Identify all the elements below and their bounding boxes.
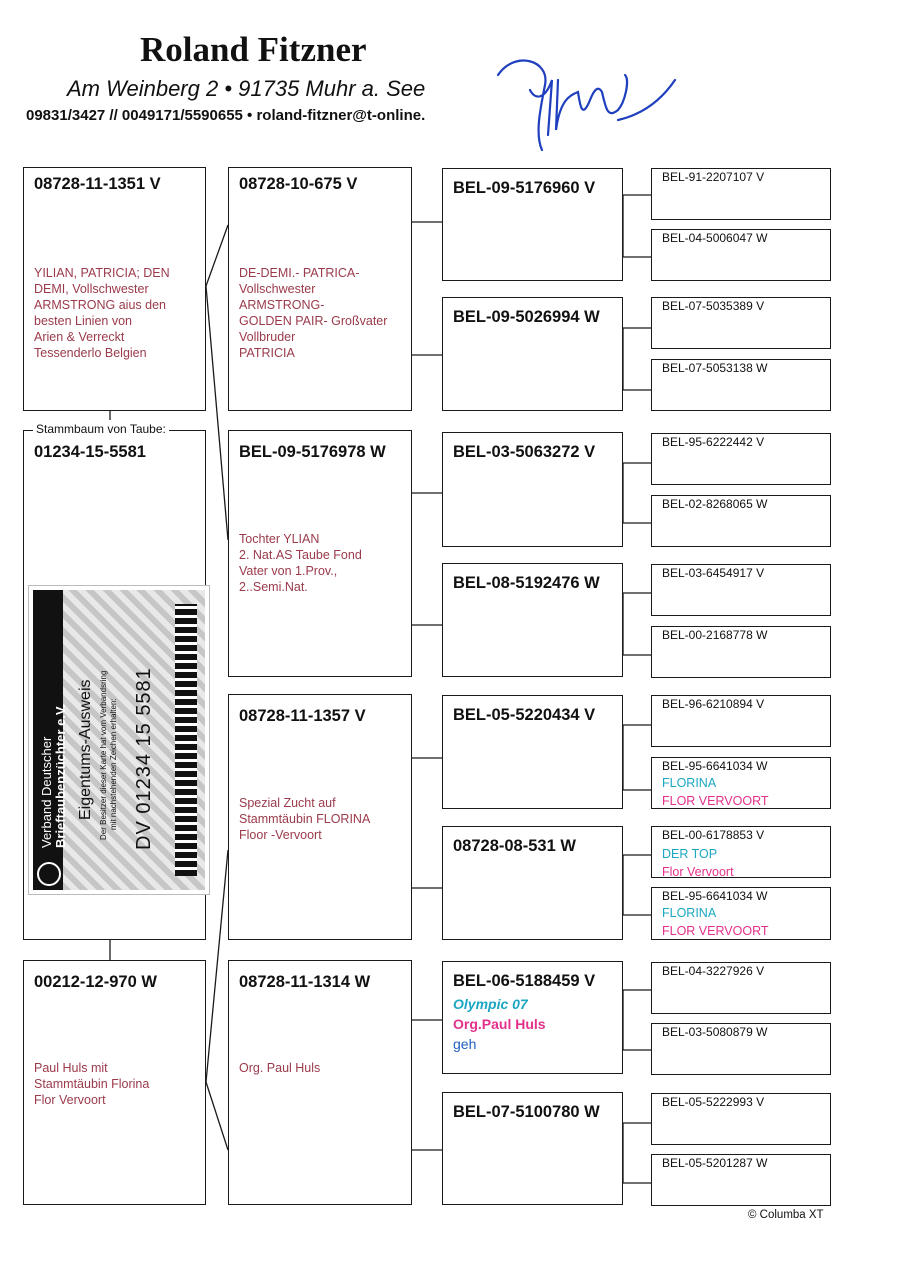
gen4-note: FLOR VERVOORT — [662, 794, 769, 808]
gen4-note: Flor Vervoort — [662, 865, 734, 879]
gen4-box — [651, 962, 831, 1014]
parent-dam-description: Paul Huls mit Stammtäubin Florina Flor Vervoort — [34, 1061, 150, 1107]
gen4-ring: BEL-07-5035389 V — [662, 299, 765, 313]
grandparent-ring: BEL-09-5176978 W — [239, 443, 386, 461]
grandparent-description: DE-DEMI.- PATRICA- Vollschwester ARMSTRONG- GOLDEN PAIR- Großvater Vollbruder PATRICIA — [239, 266, 388, 360]
gen4-ring: BEL-00-2168778 W — [662, 628, 768, 642]
gen4-ring: BEL-03-5080879 W — [662, 1025, 768, 1039]
grandparent-box — [228, 167, 412, 411]
gen4-box — [651, 626, 831, 678]
great-grandparent-ring: BEL-09-5026994 W — [453, 308, 600, 326]
breeder-address: Am Weinberg 2 • 91735 Muhr a. See — [67, 76, 426, 101]
parent-dam-ring: 00212-12-970 W — [34, 973, 157, 991]
great-grandparent-box — [442, 961, 623, 1074]
gen4-box — [651, 297, 831, 349]
parent-sire-description: YILIAN, PATRICIA; DEN DEMI, Vollschwester ARMSTRONG aius den besten Linien von Arien & Verreckt Tessenderlo Belgien — [34, 266, 170, 360]
gen4-ring: BEL-05-5222993 V — [662, 1095, 765, 1109]
card-title: Eigentums-Ausweis — [77, 679, 94, 820]
card-association-line1: Verband Deutscher — [39, 736, 54, 848]
grandparent-ring: 08728-10-675 V — [239, 175, 358, 193]
great-grandparent-ring: BEL-09-5176960 V — [453, 179, 596, 197]
gen4-box — [651, 564, 831, 616]
gen4-ring: BEL-04-3227926 V — [662, 964, 765, 978]
gen4-box — [651, 359, 831, 411]
subject-pigeon-ring: 01234-15-5581 — [34, 443, 146, 461]
pedigree-label: Stammbaum von Taube: — [33, 422, 169, 436]
gen4-ring: BEL-05-5201287 W — [662, 1156, 768, 1170]
gen4-box — [651, 495, 831, 547]
grandparent-ring: 08728-11-1314 W — [239, 973, 371, 991]
card-association-line2: Brieftaubenzüchter e.V. — [53, 703, 68, 848]
great-grandparent-note: geh — [453, 1036, 477, 1052]
gen4-ring: BEL-91-2207107 V — [662, 170, 765, 184]
parent-dam-box — [23, 960, 206, 1205]
gen4-box — [651, 887, 831, 940]
great-grandparent-box — [442, 297, 623, 411]
gen4-ring: BEL-03-6454917 V — [662, 566, 765, 580]
great-grandparent-ring: 08728-08-531 W — [453, 837, 576, 855]
great-grandparent-box — [442, 695, 623, 809]
breeder-name: Roland Fitzner — [140, 30, 367, 69]
card-subtitle-1: Der Besitzer dieser Karte hat vom Verbandsring — [99, 670, 108, 840]
grandparent-description: Tochter YLIAN 2. Nat.AS Taube Fond Vater von 1.Prov., 2..Semi.Nat. — [239, 532, 362, 594]
gen4-ring: BEL-95-6641034 W — [662, 759, 768, 773]
great-grandparent-box — [442, 563, 623, 677]
association-logo-icon — [37, 862, 61, 886]
gen4-ring: BEL-96-6210894 V — [662, 697, 765, 711]
great-grandparent-ring: BEL-03-5063272 V — [453, 443, 596, 461]
gen4-ring: BEL-00-6178853 V — [662, 828, 765, 842]
gen4-note: FLORINA — [662, 906, 717, 920]
gen4-box — [651, 826, 831, 878]
great-grandparent-ring: BEL-05-5220434 V — [453, 706, 596, 724]
gen4-ring: BEL-95-6641034 W — [662, 889, 768, 903]
great-grandparent-note: Olympic 07 — [453, 996, 528, 1012]
gen4-ring: BEL-95-6222442 V — [662, 435, 765, 449]
great-grandparent-box — [442, 1092, 623, 1205]
gen4-box — [651, 1154, 831, 1206]
gen4-note: FLORINA — [662, 776, 717, 790]
parent-sire-box — [23, 167, 206, 411]
gen4-box — [651, 1093, 831, 1145]
grandparent-ring: 08728-11-1357 V — [239, 707, 366, 725]
parent-sire-ring: 08728-11-1351 V — [34, 175, 161, 193]
breeder-contact: 09831/3427 // 0049171/5590655 • roland-fitzner@t-online. — [26, 107, 426, 124]
grandparent-description: Org. Paul Huls — [239, 1061, 321, 1075]
gen4-note: DER TOP — [662, 847, 718, 861]
card-ring-code: DV 01234 15 5581 — [133, 667, 155, 850]
card-subtitle-2: mit nachstehenden Zeichen erhalten: — [109, 698, 118, 830]
great-grandparent-ring: BEL-07-5100780 W — [453, 1103, 600, 1121]
ownership-card — [28, 585, 210, 895]
great-grandparent-ring: BEL-06-5188459 V — [453, 972, 596, 990]
great-grandparent-note: Org.Paul Huls — [453, 1016, 546, 1032]
gen4-box — [651, 168, 831, 220]
gen4-box — [651, 757, 831, 809]
great-grandparent-box — [442, 826, 623, 940]
gen4-ring: BEL-02-8268065 W — [662, 497, 768, 511]
gen4-ring: BEL-07-5053138 W — [662, 361, 768, 375]
grandparent-box — [228, 694, 412, 940]
gen4-box — [651, 229, 831, 281]
great-grandparent-ring: BEL-08-5192476 W — [453, 574, 600, 592]
great-grandparent-box — [442, 168, 623, 281]
card-pattern-strip — [175, 604, 197, 876]
copyright-notice: © Columba XT — [748, 1209, 824, 1221]
gen4-box — [651, 1023, 831, 1075]
grandparent-box — [228, 960, 412, 1205]
grandparent-description: Spezial Zucht auf Stammtäubin FLORINA Floor -Vervoort — [239, 796, 371, 842]
gen4-ring: BEL-04-5006047 W — [662, 231, 768, 245]
great-grandparent-box — [442, 432, 623, 547]
grandparent-box — [228, 430, 412, 677]
gen4-note: FLOR VERVOORT — [662, 924, 769, 938]
gen4-box — [651, 433, 831, 485]
gen4-box — [651, 695, 831, 747]
